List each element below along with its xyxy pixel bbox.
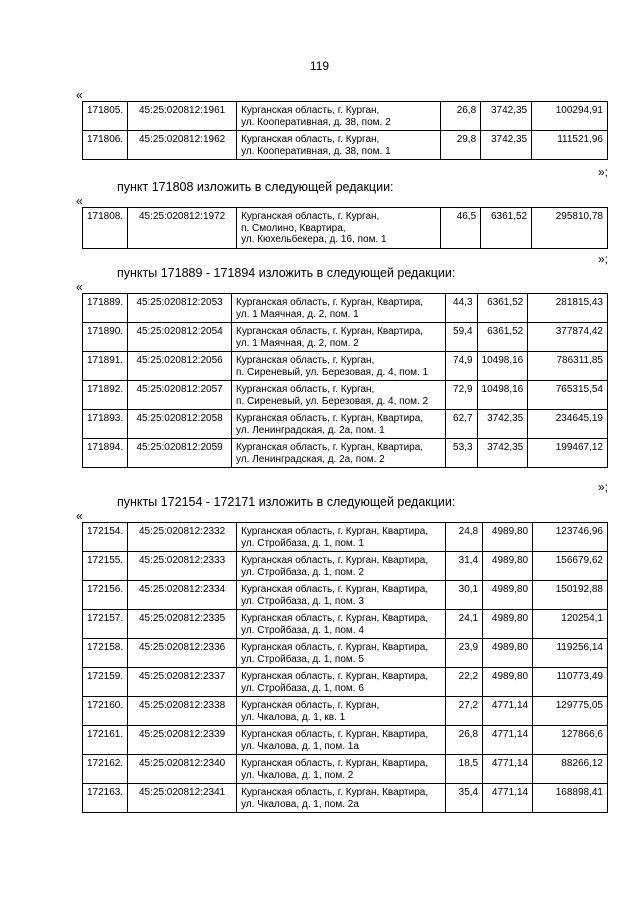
row-number: 171889. xyxy=(83,294,128,323)
row-number: 172161. xyxy=(83,726,128,755)
area: 22,2 xyxy=(446,668,483,697)
cadastral-number: 45:25:020812:2056 xyxy=(128,352,232,381)
address: Курганская область, г. Курган, Квартира, ул. 1 Маячная, д. 2, пом. 1 xyxy=(232,294,446,323)
address: Курганская область, г. Курган, ул. Чкалова, д. 1, кв. 1 xyxy=(237,697,446,726)
cadastral-value: 123746,96 xyxy=(533,523,608,552)
area: 46,5 xyxy=(441,208,481,249)
table-row xyxy=(83,581,608,610)
cadastral-number: 45:25:020812:2336 xyxy=(128,639,237,668)
cadastral-value: 281815,43 xyxy=(528,294,608,323)
close-quote: »; xyxy=(597,480,608,494)
cadastral-number: 45:25:020812:2059 xyxy=(128,439,232,468)
cadastral-number: 45:25:020812:2054 xyxy=(128,323,232,352)
row-number: 172162. xyxy=(83,755,128,784)
cadastral-number: 45:25:020812:2337 xyxy=(128,668,237,697)
area: 24,8 xyxy=(446,523,483,552)
table-row xyxy=(83,352,608,381)
rate: 4771,14 xyxy=(483,726,533,755)
row-number: 172158. xyxy=(83,639,128,668)
property-table-4 xyxy=(82,522,608,813)
cadastral-number: 45:25:020812:2334 xyxy=(128,581,237,610)
row-number: 171892. xyxy=(83,381,128,410)
cadastral-number: 45:25:020812:2335 xyxy=(128,610,237,639)
rate: 6361,52 xyxy=(481,208,532,249)
rate: 4771,14 xyxy=(483,784,533,813)
rate: 10498,16 xyxy=(477,381,528,410)
cadastral-number: 45:25:020812:1972 xyxy=(128,208,237,249)
address: Курганская область, г. Курган, п. Сиреневый, ул. Березовая, д. 4, пом. 2 xyxy=(232,381,446,410)
row-number: 171805. xyxy=(83,102,128,131)
cadastral-value: 156679,62 xyxy=(533,552,608,581)
rate: 6361,52 xyxy=(477,323,528,352)
table-row xyxy=(83,755,608,784)
rate: 3742,35 xyxy=(477,410,528,439)
area: 59,4 xyxy=(445,323,477,352)
address: Курганская область, г. Курган, Квартира, ул. Стройбаза, д. 1, пом. 1 xyxy=(237,523,446,552)
cadastral-number: 45:25:020812:2058 xyxy=(128,410,232,439)
cadastral-value: 234645,19 xyxy=(528,410,608,439)
area: 26,8 xyxy=(441,102,481,131)
rate: 4989,80 xyxy=(483,639,533,668)
area: 27,2 xyxy=(446,697,483,726)
cadastral-value: 119256,14 xyxy=(533,639,608,668)
row-number: 171806. xyxy=(83,131,128,160)
area: 35,4 xyxy=(446,784,483,813)
area: 23,9 xyxy=(446,639,483,668)
cadastral-number: 45:25:020812:2341 xyxy=(128,784,237,813)
row-number: 172154. xyxy=(83,523,128,552)
rate: 4989,80 xyxy=(483,523,533,552)
table-row xyxy=(83,323,608,352)
row-number: 172157. xyxy=(83,610,128,639)
table-row xyxy=(83,552,608,581)
rate: 3742,35 xyxy=(477,439,528,468)
table-row xyxy=(83,410,608,439)
rate: 4771,14 xyxy=(483,755,533,784)
rate: 10498,16 xyxy=(477,352,528,381)
address: Курганская область, г. Курган, Квартира, ул. Ленинградская, д. 2а, пом. 1 xyxy=(232,410,446,439)
area: 24,1 xyxy=(446,610,483,639)
cadastral-number: 45:25:020812:2340 xyxy=(128,755,237,784)
table-row xyxy=(83,639,608,668)
area: 62,7 xyxy=(445,410,477,439)
page-number: 119 xyxy=(309,59,330,73)
area: 31,4 xyxy=(446,552,483,581)
row-number: 172155. xyxy=(83,552,128,581)
table-row xyxy=(83,294,608,323)
rate: 4989,80 xyxy=(483,668,533,697)
table-row xyxy=(83,668,608,697)
area: 29,8 xyxy=(441,131,481,160)
area: 74,9 xyxy=(445,352,477,381)
rate: 4989,80 xyxy=(483,610,533,639)
area: 26,8 xyxy=(446,726,483,755)
open-quote: « xyxy=(76,280,83,294)
address: Курганская область, г. Курган, Квартира, ул. 1 Маячная, д. 2, пом. 2 xyxy=(232,323,446,352)
rate: 4989,80 xyxy=(483,581,533,610)
row-number: 171894. xyxy=(83,439,128,468)
cadastral-value: 765315,54 xyxy=(528,381,608,410)
cadastral-value: 110773,49 xyxy=(533,668,608,697)
close-quote: »; xyxy=(597,165,608,179)
row-number: 172156. xyxy=(83,581,128,610)
area: 72,9 xyxy=(445,381,477,410)
property-table-2 xyxy=(82,207,608,249)
row-number: 172160. xyxy=(83,697,128,726)
rate: 3742,35 xyxy=(481,131,532,160)
amendment-instruction: пункт 171808 изложить в следующей редакции: xyxy=(117,180,394,194)
address: Курганская область, г. Курган, п. Сиреневый, ул. Березовая, д. 4, пом. 1 xyxy=(232,352,446,381)
row-number: 172159. xyxy=(83,668,128,697)
address: Курганская область, г. Курган, Квартира, ул. Стройбаза, д. 1, пом. 2 xyxy=(237,552,446,581)
cadastral-number: 45:25:020812:2332 xyxy=(128,523,237,552)
cadastral-value: 377874,42 xyxy=(528,323,608,352)
address: Курганская область, г. Курган, Квартира, ул. Чкалова, д. 1, пом. 2 xyxy=(237,755,446,784)
close-quote: »; xyxy=(597,252,608,266)
table-row xyxy=(83,523,608,552)
table-row xyxy=(83,439,608,468)
table-row xyxy=(83,131,608,160)
row-number: 171890. xyxy=(83,323,128,352)
cadastral-value: 199467,12 xyxy=(528,439,608,468)
table-row xyxy=(83,784,608,813)
cadastral-value: 786311,85 xyxy=(528,352,608,381)
address: Курганская область, г. Курган, ул. Кооперативная, д. 38, пом. 1 xyxy=(237,131,441,160)
cadastral-number: 45:25:020812:2057 xyxy=(128,381,232,410)
open-quote: « xyxy=(76,509,83,523)
address: Курганская область, г. Курган, Квартира, ул. Стройбаза, д. 1, пом. 4 xyxy=(237,610,446,639)
cadastral-value: 150192,88 xyxy=(533,581,608,610)
row-number: 171893. xyxy=(83,410,128,439)
address: Курганская область, г. Курган, Квартира, ул. Ленинградская, д. 2а, пом. 2 xyxy=(232,439,446,468)
area: 53,3 xyxy=(445,439,477,468)
cadastral-value: 100294,91 xyxy=(532,102,608,131)
cadastral-value: 88266,12 xyxy=(533,755,608,784)
property-table-3 xyxy=(82,293,608,468)
address: Курганская область, г. Курган, Квартира, ул. Чкалова, д. 1, пом. 2а xyxy=(237,784,446,813)
amendment-instruction: пункты 172154 - 172171 изложить в следующей редакции: xyxy=(117,495,456,509)
address: Курганская область, г. Курган, Квартира, ул. Стройбаза, д. 1, пом. 3 xyxy=(237,581,446,610)
address: Курганская область, г. Курган, ул. Кооперативная, д. 38, пом. 2 xyxy=(237,102,441,131)
cadastral-value: 120254,1 xyxy=(533,610,608,639)
cadastral-value: 168898,41 xyxy=(533,784,608,813)
address: Курганская область, г. Курган, Квартира, ул. Стройбаза, д. 1, пом. 5 xyxy=(237,639,446,668)
cadastral-number: 45:25:020812:2338 xyxy=(128,697,237,726)
table-row xyxy=(83,208,608,249)
cadastral-number: 45:25:020812:2339 xyxy=(128,726,237,755)
area: 18,5 xyxy=(446,755,483,784)
cadastral-value: 129775,05 xyxy=(533,697,608,726)
address: Курганская область, г. Курган, п. Смолино, Квартира, ул. Кюхельбекера, д. 16, пом. 1 xyxy=(237,208,441,249)
area: 30,1 xyxy=(446,581,483,610)
rate: 4989,80 xyxy=(483,552,533,581)
open-quote: « xyxy=(76,194,83,208)
table-row xyxy=(83,102,608,131)
cadastral-number: 45:25:020812:1962 xyxy=(128,131,237,160)
amendment-instruction: пункты 171889 - 171894 изложить в следующей редакции: xyxy=(117,266,456,280)
cadastral-value: 295810,78 xyxy=(532,208,608,249)
cadastral-number: 45:25:020812:2053 xyxy=(128,294,232,323)
row-number: 171891. xyxy=(83,352,128,381)
row-number: 171808. xyxy=(83,208,128,249)
rate: 3742,35 xyxy=(481,102,532,131)
table-row xyxy=(83,726,608,755)
cadastral-value: 127866,6 xyxy=(533,726,608,755)
table-row xyxy=(83,381,608,410)
cadastral-value: 111521,96 xyxy=(532,131,608,160)
cadastral-number: 45:25:020812:1961 xyxy=(128,102,237,131)
cadastral-number: 45:25:020812:2333 xyxy=(128,552,237,581)
area: 44,3 xyxy=(445,294,477,323)
rate: 4771,14 xyxy=(483,697,533,726)
property-table-1 xyxy=(82,101,608,160)
open-quote: « xyxy=(76,88,83,102)
row-number: 172163. xyxy=(83,784,128,813)
table-row xyxy=(83,610,608,639)
rate: 6361,52 xyxy=(477,294,528,323)
table-row xyxy=(83,697,608,726)
address: Курганская область, г. Курган, Квартира, ул. Чкалова, д. 1, пом. 1а xyxy=(237,726,446,755)
address: Курганская область, г. Курган, Квартира, ул. Стройбаза, д. 1, пом. 6 xyxy=(237,668,446,697)
